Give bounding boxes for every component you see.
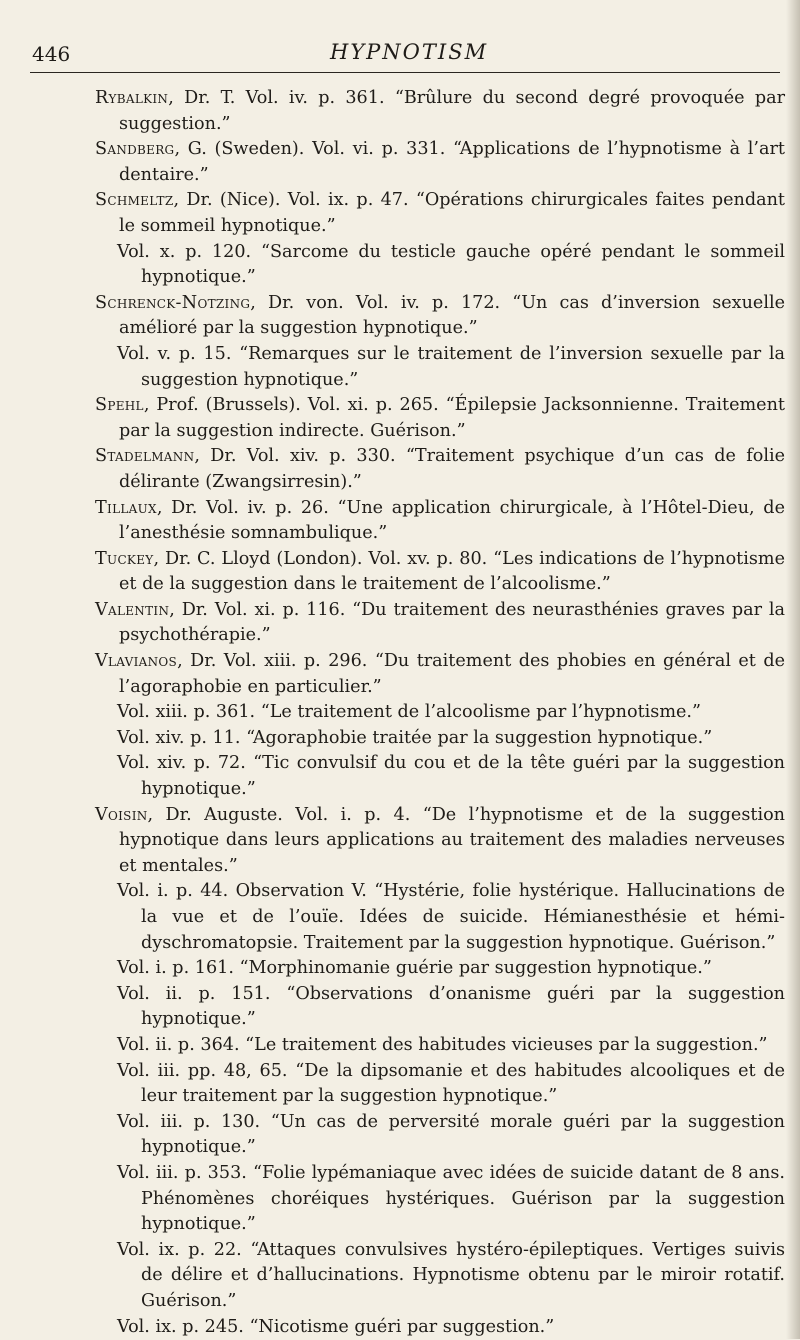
bibliography-subentry: [117, 1110, 785, 1161]
bibliography-subentry: [117, 700, 785, 726]
bibliography-subentry: [117, 956, 785, 982]
bibliography-entry: [95, 137, 785, 188]
entry-citation: Vol. xiv. p. 72. “Tic convulsif du cou et de la tête guéri par la suggestion hypnotique.”: [117, 753, 785, 799]
bibliography-entry: [95, 803, 785, 880]
entry-citation: Vol. iii. pp. 48, 65. “De la dipsomanie et des habitudes alcooliques et de leur traitement par la suggestion hypnotique.”: [117, 1061, 785, 1107]
entry-citation: Vol. v. p. 15. “Remarques sur le traitement de l’inversion sexuelle par la suggestion hypnotique.”: [117, 344, 785, 390]
entry-citation: Vol. xiv. p. 11. “Agoraphobie traitée par la suggestion hypnotique.”: [117, 728, 712, 748]
bibliography-entry: [95, 291, 785, 342]
entry-citation: Vol. i. p. 161. “Morphinomanie guérie par suggestion hypnotique.”: [117, 958, 712, 978]
bibliography-entry: [95, 496, 785, 547]
bibliography-list: [95, 86, 785, 1340]
bibliography-subentry: [117, 1033, 785, 1059]
bibliography-subentry: [117, 1059, 785, 1110]
running-head: HYPNOTISM: [330, 40, 488, 64]
bibliography-entry: [95, 188, 785, 239]
entry-author: Voisin: [95, 805, 148, 825]
page-header: [0, 0, 800, 80]
bibliography-entry: [95, 86, 785, 137]
page-edge-shadow: [786, 0, 800, 1339]
entry-author: Schrenck-Notzing: [95, 293, 250, 313]
entry-citation: Vol. iii. p. 130. “Un cas de perversité morale guéri par la suggestion hypnotique.”: [117, 1112, 785, 1158]
entry-author: Schmeltz: [95, 190, 173, 210]
entry-author: Rybalkin: [95, 88, 168, 108]
bibliography-subentry: [117, 1315, 785, 1340]
bibliography-entry: [95, 444, 785, 495]
entry-citation: , Dr. Vol. xi. p. 116. “Du traitement des neurasthénies graves par la psychothérapie.”: [119, 600, 785, 646]
entry-citation: , Dr. C. Lloyd (London). Vol. xv. p. 80. “Les indications de l’hypnotisme et de la suggestion dans le traitement de l’alcoolisme.”: [119, 549, 785, 595]
bibliography-subentry: [117, 982, 785, 1033]
entry-citation: , Dr. (Nice). Vol. ix. p. 47. “Opérations chirurgicales faites pendant le sommeil hypnotique.”: [119, 190, 785, 236]
bibliography-subentry: [117, 240, 785, 291]
bibliography-entry: [95, 547, 785, 598]
entry-citation: , Dr. Vol. xiii. p. 296. “Du traitement des phobies en général et de l’agoraphobie en particulier.”: [119, 651, 785, 697]
entry-author: Valentin: [95, 600, 169, 620]
bibliography-entry: [95, 393, 785, 444]
entry-citation: Vol. x. p. 120. “Sarcome du testicle gauche opéré pendant le sommeil hypnotique.”: [117, 242, 785, 288]
bibliography-subentry: [117, 751, 785, 802]
bibliography-subentry: [117, 1161, 785, 1238]
bibliography-subentry: [117, 879, 785, 956]
entry-citation: , Dr. Auguste. Vol. i. p. 4. “De l’hypnotisme et de la suggestion hypnotique dans leurs applications au traitement des maladies nerveuses et mentales.”: [119, 805, 785, 876]
bibliography-subentry: [117, 726, 785, 752]
header-rule: [30, 72, 780, 73]
entry-citation: Vol. ix. p. 245. “Nicotisme guéri par suggestion.”: [117, 1317, 554, 1337]
entry-author: Tillaux: [95, 498, 157, 518]
entry-citation: Vol. i. p. 44. Observation V. “Hystérie, folie hystérique. Hallucinations de la vue et de l’ouïe. Idées de suicide. Hémianesthésie et hémi-dyschromatopsie. Traitement par la suggestion hypnotique. Guérison.”: [117, 881, 785, 952]
entry-author: Sandberg: [95, 139, 174, 159]
entry-author: Tuckey: [95, 549, 153, 569]
entry-citation: Vol. iii. p. 353. “Folie lypémaniaque avec idées de suicide datant de 8 ans. Phénomènes choréiques hystériques. Guérison par la suggestion hypnotique.”: [117, 1163, 785, 1234]
entry-author: Stadelmann: [95, 446, 194, 466]
entry-author: Spehl: [95, 395, 144, 415]
bibliography-subentry: [117, 342, 785, 393]
entry-citation: , G. (Sweden). Vol. vi. p. 331. “Applications de l’hypnotisme à l’art dentaire.”: [119, 139, 785, 185]
entry-citation: Vol. ii. p. 364. “Le traitement des habitudes vicieuses par la suggestion.”: [117, 1035, 768, 1055]
entry-citation: Vol. xiii. p. 361. “Le traitement de l’alcoolisme par l’hypnotisme.”: [117, 702, 701, 722]
bibliography-subentry: [117, 1238, 785, 1315]
entry-citation: , Dr. Vol. iv. p. 26. “Une application chirurgicale, à l’Hôtel-Dieu, de l’anesthésie somnambulique.”: [119, 498, 785, 544]
bibliography-entry: [95, 649, 785, 700]
entry-citation: , Dr. Vol. xiv. p. 330. “Traitement psychique d’un cas de folie délirante (Zwangsirresin).”: [119, 446, 785, 492]
entry-author: Vlavianos: [95, 651, 177, 671]
entry-citation: , Dr. von. Vol. iv. p. 172. “Un cas d’inversion sexuelle amélioré par la suggestion hypnotique.”: [119, 293, 785, 339]
page-number: 446: [32, 42, 70, 66]
entry-citation: Vol. ix. p. 22. “Attaques convulsives hystéro-épileptiques. Vertiges suivis de délire et d’hallucinations. Hypnotisme obtenu par le miroir rotatif. Guérison.”: [117, 1240, 785, 1311]
entry-citation: Vol. ii. p. 151. “Observations d’onanisme guéri par la suggestion hypnotique.”: [117, 984, 785, 1030]
entry-citation: , Dr. T. Vol. iv. p. 361. “Brûlure du second degré provoquée par suggestion.”: [119, 88, 785, 134]
bibliography-entry: [95, 598, 785, 649]
entry-citation: , Prof. (Brussels). Vol. xi. p. 265. “Épilepsie Jacksonnienne. Traitement par la suggestion indirecte. Guérison.”: [119, 395, 785, 441]
